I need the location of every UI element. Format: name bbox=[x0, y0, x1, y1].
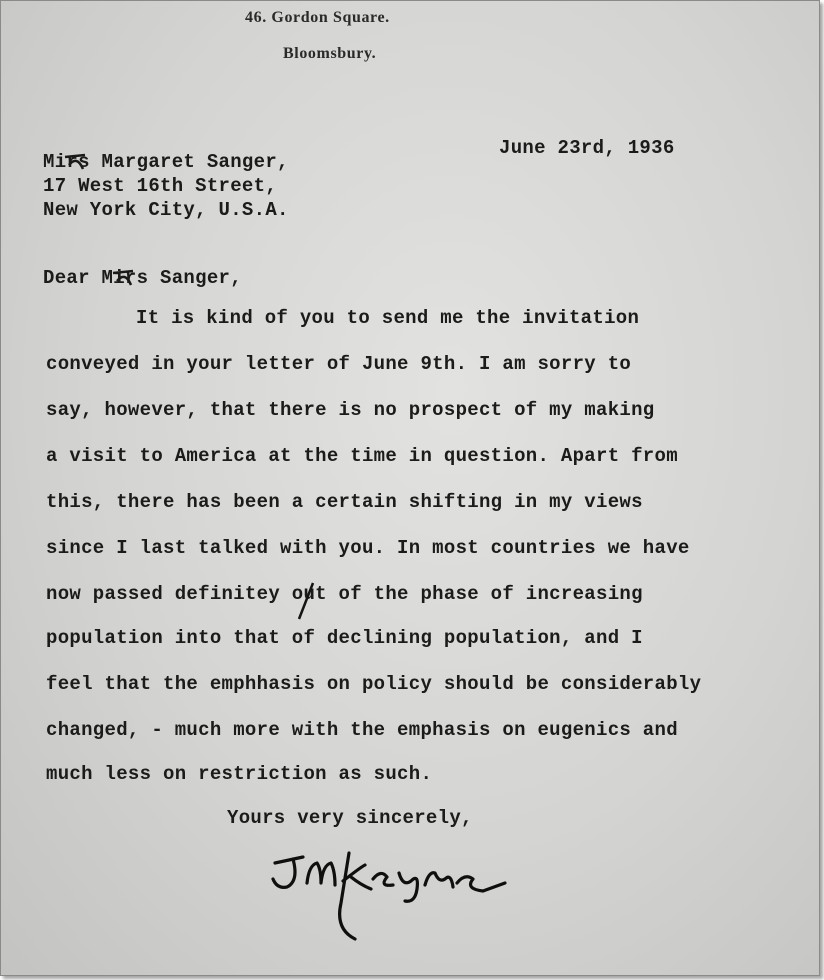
body-line: population into that of declining population, and I bbox=[46, 627, 643, 649]
body-line: much less on restriction as such. bbox=[46, 763, 433, 785]
letter-date: June 23rd, 1936 bbox=[499, 137, 675, 159]
closing: Yours very sincerely, bbox=[227, 807, 473, 829]
body-line: say, however, that there is no prospect of my making bbox=[46, 399, 655, 421]
body-line: since I last talked with you. In most countries we have bbox=[46, 537, 690, 559]
body-line: this, there has been a certain shifting in my views bbox=[46, 491, 643, 513]
recipient-name: Mi​rs Margaret Sanger, bbox=[43, 151, 289, 173]
body-line: conveyed in your letter of June 9th. I am sorry to bbox=[46, 353, 632, 375]
body-line: now passed definitey out of the phase of increasing bbox=[46, 583, 643, 605]
body-line: a visit to America at the time in question. Apart from bbox=[46, 445, 678, 467]
handwritten-correction-mark bbox=[293, 579, 321, 623]
body-line: feel that the emphhasis on policy should be considerably bbox=[46, 673, 702, 695]
letterhead-district: Bloomsbury. bbox=[283, 45, 377, 62]
strike-mark bbox=[111, 267, 137, 293]
letterhead-address: 46. Gordon Square. bbox=[245, 9, 390, 26]
body-line: changed, - much more with the emphasis on eugenics and bbox=[46, 719, 678, 741]
body-line: It is kind of you to send me the invitation bbox=[136, 307, 640, 329]
strike-mark bbox=[63, 151, 89, 177]
salutation: Dear Mi​rs Sanger, bbox=[43, 267, 242, 289]
signature bbox=[269, 843, 509, 943]
recipient-street: 17 West 16th Street, bbox=[43, 175, 278, 197]
recipient-city: New York City, U.S.A. bbox=[43, 199, 289, 221]
